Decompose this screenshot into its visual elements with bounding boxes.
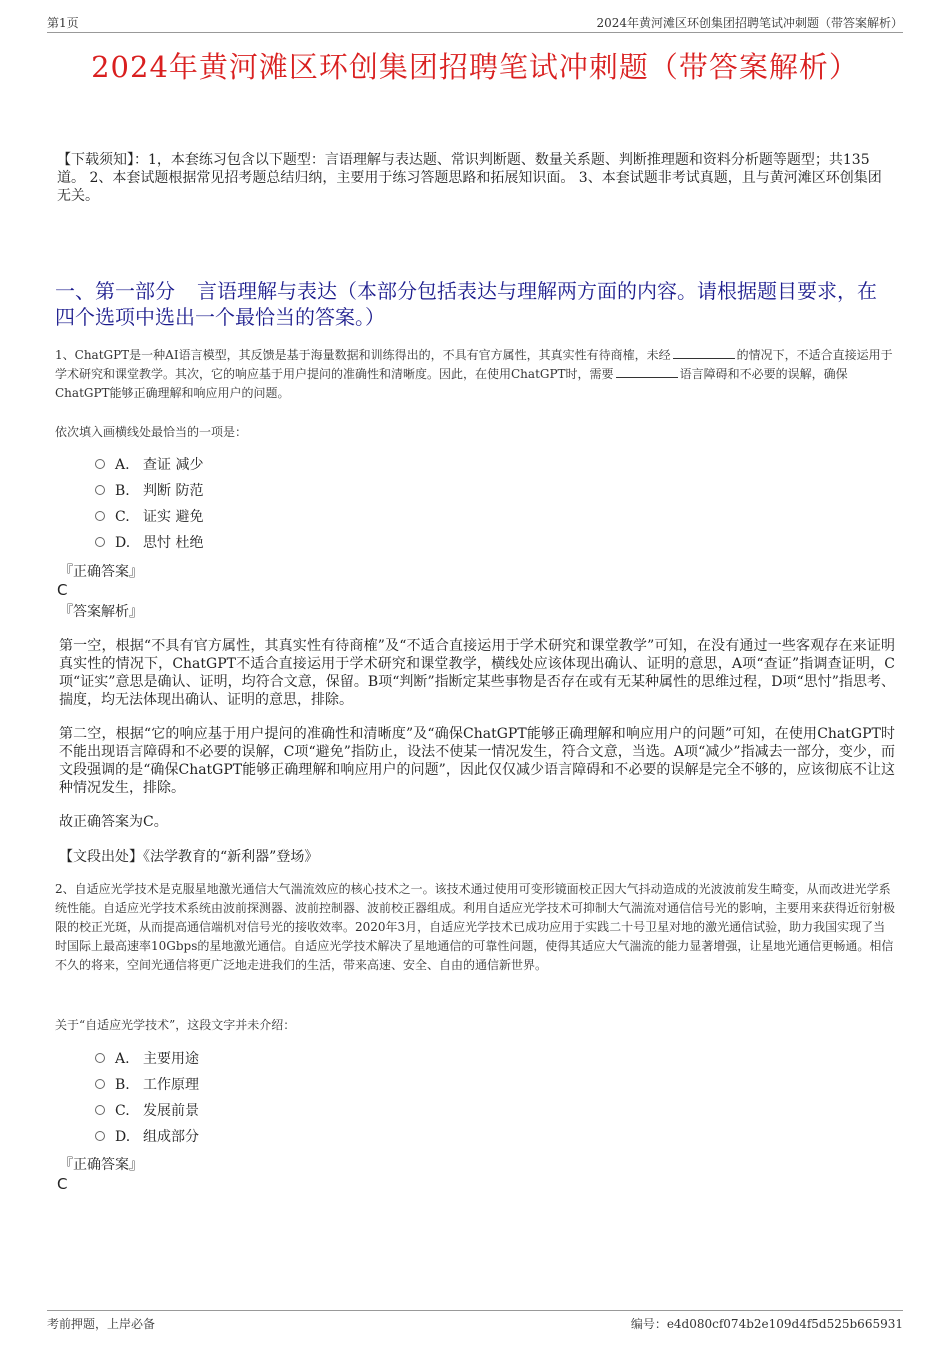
radio-icon[interactable] [95, 1105, 105, 1115]
question-2-prompt: 关于“自适应光学技术”，这段文字并未介绍： [55, 1018, 296, 1032]
option-text: 组成部分 [143, 1129, 199, 1145]
page-footer [47, 1310, 903, 1333]
option-text: 证实 避免 [143, 509, 204, 525]
option-d[interactable] [95, 533, 203, 559]
page-title: 2024年黄河滩区环创集团招聘笔试冲刺题（带答案解析） [91, 50, 859, 84]
footer-slogan: 考前押题，上岸必备 [47, 1317, 156, 1331]
radio-icon[interactable] [95, 1053, 105, 1063]
page-number: 第1页 [47, 16, 79, 30]
answer-value: C [57, 1175, 68, 1193]
radio-icon[interactable] [95, 459, 105, 469]
option-d[interactable] [95, 1127, 199, 1153]
analysis-label: 『答案解析』 [59, 604, 143, 620]
radio-icon[interactable] [95, 485, 105, 495]
question-1-prompt: 依次填入画横线处最恰当的一项是： [55, 425, 248, 439]
option-text: 工作原理 [143, 1077, 199, 1093]
analysis-conclusion: 故正确答案为C。 [59, 814, 168, 830]
section-title: 言语理解与表达（本部分包括表达与理解两方面的内容。请根据题目要求，在四个选项中选出一个最恰当的答案。） [55, 279, 877, 329]
option-text: 查证 减少 [143, 457, 204, 473]
question-1-text [55, 346, 895, 403]
option-b[interactable] [95, 1075, 199, 1101]
fill-blank-2 [616, 366, 678, 378]
question-1-part-b: 的情况下，不适合直接运用于学术研究和课堂教学。其次，它的响应基于用户提问的准确性和清晰度。因此，在使用ChatGPT时，需要 [55, 348, 893, 381]
analysis-paragraph-1: 第一空，根据“不具有官方属性，其真实性有待商榷”及“不适合直接运用于学术研究和课堂教学”可知，在没有通过一些客观存在来证明真实性的情况下，ChatGPT不适合直接运用于学术研究和课堂教学，横线处应该体现出确认、证明的意思，A项“查证”指调查证明，C项“证实”意思是确认、证明，均符合文意，保留。B项“判断”指断定某些事物是否存在或有无某种属性的思维过程，D项“思忖”指思考、揣度，均无法体现出确认、证明的意思，排除。 [59, 638, 895, 708]
option-text: 判断 防范 [143, 483, 204, 499]
option-letter: C. [115, 1103, 130, 1119]
option-text: 思忖 杜绝 [143, 535, 204, 551]
option-b[interactable] [95, 481, 203, 507]
option-letter: D. [115, 535, 131, 551]
option-letter: C. [115, 509, 130, 525]
question-1-part-a: 1、ChatGPT是一种AI语言模型，其反馈是基于海量数据和训练得出的，不具有官方属性，其真实性有待商榷，未经 [55, 348, 671, 362]
question-1-options [95, 455, 203, 559]
download-notice: 【下载须知】：1，本套练习包含以下题型：言语理解与表达题、常识判断题、数量关系题、判断推理题和资料分析题等题型；共135道。 2、本套试题根据常见招考题总结归纳，主要用于练习答题思路和拓展知识面。 3、本套试题非考试真题，且与黄河滩区环创集团无关。 [57, 152, 882, 204]
question-2-options [95, 1049, 199, 1153]
radio-icon[interactable] [95, 1131, 105, 1141]
fill-blank-1 [673, 347, 735, 359]
answer-label: 『正确答案』 [59, 1157, 143, 1173]
analysis-paragraph-2: 第二空，根据“它的响应基于用户提问的准确性和清晰度”及“确保ChatGPT能够正确理解和响应用户的问题”可知，在使用ChatGPT时不能出现语言障碍和不必要的误解，C项“避免”指防止，设法不使某一情况发生，符合文意，当选。A项“减少”指减去一部分，变少，而文段强调的是“确保ChatGPT能够正确理解和响应用户的问题”，因此仅仅减少语言障碍和不必要的误解是完全不够的，应该彻底不让这种情况发生，排除。 [59, 726, 895, 796]
option-c[interactable] [95, 1101, 199, 1127]
section-heading [55, 278, 890, 330]
option-letter: B. [115, 483, 130, 499]
option-a[interactable] [95, 1049, 199, 1075]
question-2-text: 2、自适应光学技术是克服星地激光通信大气湍流效应的核心技术之一。该技术通过使用可变形镜面校正因大气抖动造成的光波波前发生畸变，从而改进光学系统性能。自适应光学技术系统由波前探测器、波前控制器、波前校正器组成。利用自适应光学技术可抑制大气湍流对通信信号光的影响，主要用来获得近衍射极限的校正光斑，从而提高通信端机对信号光的接收效率。2020年3月，自适应光学技术已成功应用于实践二十号卫星对地的激光通信试验，助力我国实现了当时国际上最高速率10Gbps的星地激光通信。自适应光学技术解决了星地通信的可靠性问题，使得其适应大气湍流的能力显著增强，让星地光通信更畅通。相信不久的将来，空间光通信将更广泛地走进我们的生活，带来高速、安全、自由的通信新世界。 [55, 882, 896, 972]
radio-icon[interactable] [95, 537, 105, 547]
source-citation: 【文段出处】《法学教育的“新利器”登场》 [59, 849, 319, 865]
section-number: 一、第一部分 [55, 279, 175, 303]
radio-icon[interactable] [95, 511, 105, 521]
option-letter: A. [115, 1051, 130, 1067]
answer-value: C [57, 581, 68, 599]
option-text: 主要用途 [143, 1051, 199, 1067]
header-doc-title: 2024年黄河滩区环创集团招聘笔试冲刺题（带答案解析） [596, 16, 903, 30]
question-1-part-c: 语言障碍和不必要的误解，确保ChatGPT能够正确理解和响应用户的问题。 [55, 367, 848, 400]
option-c[interactable] [95, 507, 203, 533]
option-text: 发展前景 [143, 1103, 199, 1119]
option-letter: D. [115, 1129, 131, 1145]
radio-icon[interactable] [95, 1079, 105, 1089]
page-header [47, 14, 903, 33]
answer-label: 『正确答案』 [59, 564, 143, 580]
option-letter: B. [115, 1077, 130, 1093]
option-a[interactable] [95, 455, 203, 481]
document-code: 编号：e4d080cf074b2e109d4f5d525b665931 [630, 1317, 903, 1331]
option-letter: A. [115, 457, 130, 473]
